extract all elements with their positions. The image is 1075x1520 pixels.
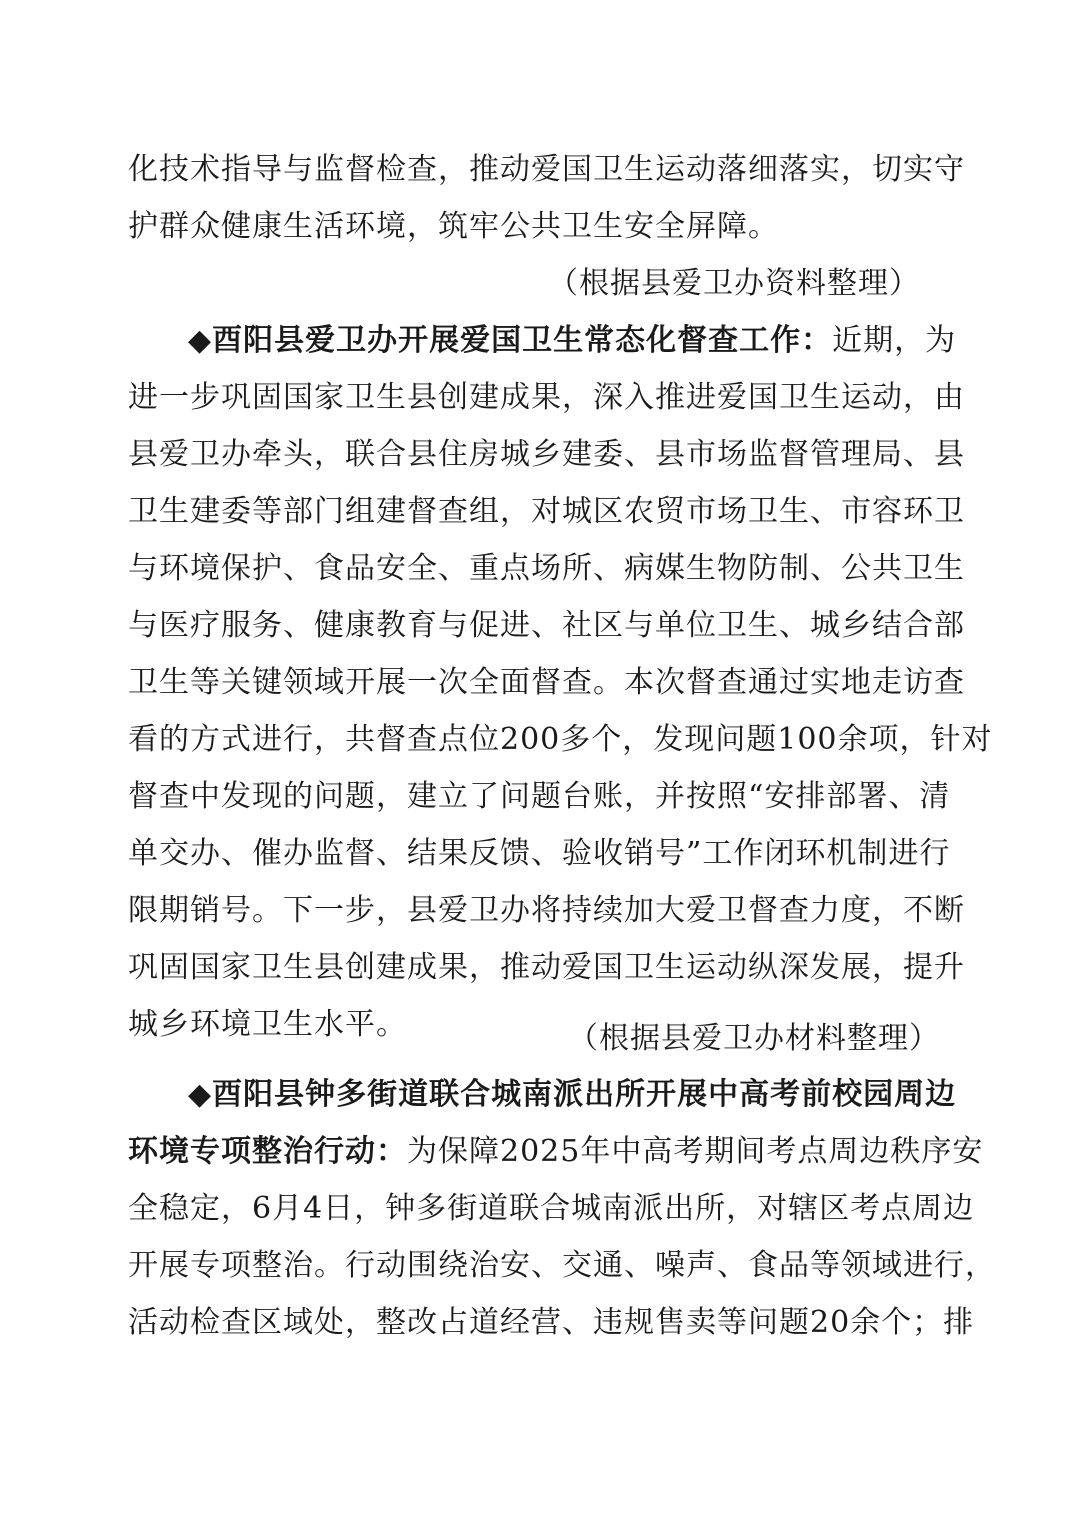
paragraph-line: 全稳定，6月4日，钟多街道联合城南派出所，对辖区考点周边 bbox=[128, 1191, 975, 1226]
paragraph-line: 巩固国家卫生县创建成果，推动爱国卫生运动纵深发展，提升 bbox=[128, 950, 965, 985]
paragraph-line: 进一步巩固国家卫生县创建成果，深入推进爱国卫生运动，由 bbox=[128, 380, 965, 415]
paragraph-line: 限期销号。下一步，县爱卫办将持续加大爱卫督查力度，不断 bbox=[128, 893, 965, 928]
section-2-source-block bbox=[128, 1010, 948, 1067]
section-1 bbox=[128, 141, 965, 312]
paragraph-line: 县爱卫办牵头，联合县住房城乡建委、县市场监督管理局、县 bbox=[128, 437, 965, 472]
paragraph-line: 卫生建委等部门组建督查组，对城区农贸市场卫生、市容环卫 bbox=[128, 494, 965, 529]
paragraph-text: 近期，为 bbox=[832, 323, 957, 358]
headline-line bbox=[128, 312, 957, 369]
paragraph-text: 为保障2025年中高考期间考点周边秩序安 bbox=[407, 1134, 984, 1169]
paragraph-line: 单交办、催办监督、结果反馈、验收销号”工作闭环机制进行 bbox=[128, 836, 951, 871]
paragraph-line: 与医疗服务、健康教育与促进、社区与单位卫生、城乡结合部 bbox=[128, 608, 965, 643]
paragraph-line: 城乡环境卫生水平。 bbox=[128, 1007, 407, 1042]
section-3 bbox=[128, 1066, 996, 1351]
paragraph-line: 活动检查区域处，整改占道经营、违规售卖等问题20余个；排 bbox=[128, 1305, 975, 1340]
headline-line bbox=[128, 1123, 984, 1180]
paragraph-line: 与环境保护、食品安全、重点场所、病媒生物防制、公共卫生 bbox=[128, 551, 965, 586]
section-headline: 酉阳县钟多街道联合城南派出所开展中高考前校园周边 bbox=[212, 1077, 957, 1112]
diamond-bullet-icon: ◆ bbox=[188, 1077, 213, 1112]
source-note: （根据县爱卫办材料整理） bbox=[568, 1021, 940, 1056]
paragraph-line: 看的方式进行，共督查点位200多个，发现问题100余项，针对 bbox=[128, 722, 993, 757]
paragraph-line: 卫生等关键领域开展一次全面督查。本次督查通过实地走访查 bbox=[128, 665, 965, 700]
paragraph-line: 开展专项整治。行动围绕治安、交通、噪声、食品等领域进行， bbox=[128, 1248, 996, 1283]
paragraph-line: 护群众健康生活环境，筑牢公共卫生安全屏障。 bbox=[128, 209, 779, 244]
source-note: （根据县爱卫办资料整理） bbox=[548, 266, 920, 301]
section-2 bbox=[128, 312, 993, 1053]
paragraph-line: 督查中发现的问题，建立了问题台账，并按照“安排部署、清 bbox=[128, 779, 951, 814]
paragraph-line: 化技术指导与监督检查，推动爱国卫生运动落细落实，切实守 bbox=[128, 152, 965, 187]
section-headline-continued: 环境专项整治行动： bbox=[128, 1134, 407, 1169]
headline-line bbox=[128, 1066, 957, 1123]
section-headline: 酉阳县爱卫办开展爱国卫生常态化督查工作： bbox=[212, 323, 833, 358]
diamond-bullet-icon: ◆ bbox=[188, 323, 213, 358]
